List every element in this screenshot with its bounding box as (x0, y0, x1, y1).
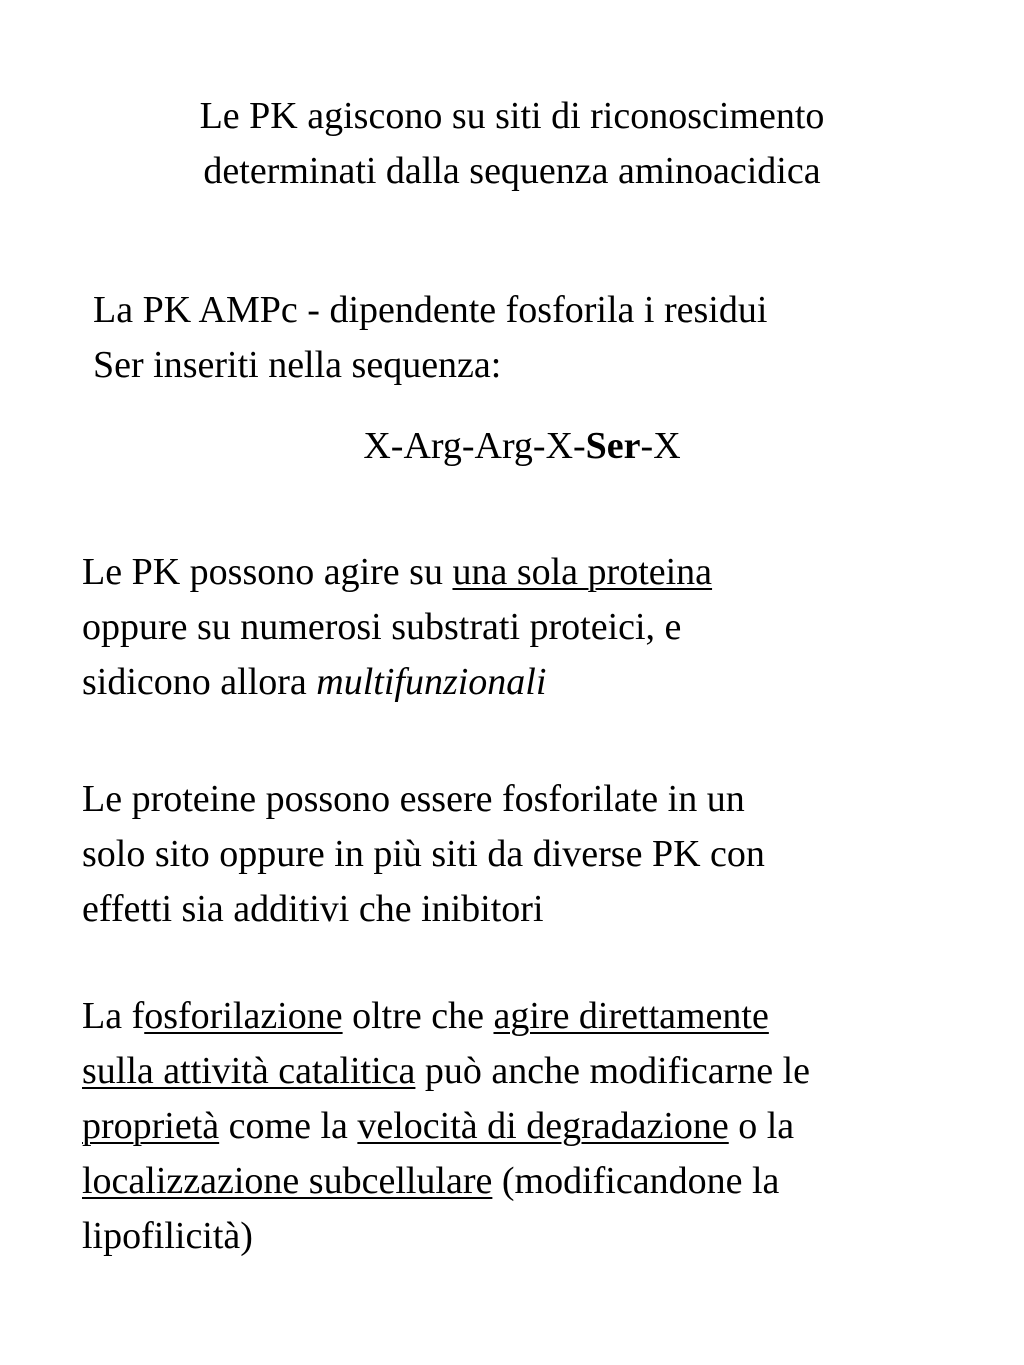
paragraph-effects-line-3 (82, 1099, 810, 1154)
paragraph-effects-line-2 (82, 1044, 810, 1099)
sequence-prefix: X-Arg-Arg-X- (363, 425, 586, 467)
slide-title (0, 89, 1024, 199)
paragraph-effects-line-5: lipofilicità) (82, 1215, 253, 1257)
paragraph-pk-ampc (93, 283, 767, 393)
paragraph-multifunctional-line-3 (82, 655, 712, 710)
line-text: La f (82, 995, 145, 1037)
paragraph-multifunctional-line-1 (82, 545, 712, 600)
paragraph-phosphorylation-effects (82, 989, 810, 1264)
underlined-localizzazione-subcellulare: localizzazione subcellulare (82, 1160, 493, 1202)
line-text: come la (219, 1105, 358, 1147)
title-line-2: determinati dalla sequenza aminoacidica (203, 150, 821, 192)
paragraph-sites-line-1: Le proteine possono essere fosforilate in un (82, 778, 745, 820)
paragraph-sites-line-2: solo sito oppure in più siti da diverse PK con (82, 833, 765, 875)
underlined-velocita-degradazione: velocità di degradazione (357, 1105, 729, 1147)
consensus-sequence (0, 419, 1024, 474)
line-text: o la (728, 1105, 795, 1147)
paragraph-pk-ampc-line-2: Ser inseriti nella sequenza: (93, 344, 502, 386)
underlined-agire-direttamente: agire direttamente (493, 995, 769, 1037)
sequence-suffix: -X (640, 425, 681, 467)
paragraph-multifunctional (82, 545, 712, 710)
title-line-1: Le PK agiscono su siti di riconoscimento (199, 95, 825, 137)
underlined-single-protein: una sola proteina (452, 551, 713, 593)
italic-multifunzionali: multifunzionali (316, 661, 547, 703)
line-text: può anche modificarne le (415, 1050, 811, 1092)
paragraph-phosphorylation-sites (82, 772, 765, 937)
sequence-ser-bold: Ser (585, 425, 641, 467)
paragraph-sites-line-3: effetti sia additivi che inibitori (82, 888, 544, 930)
line-text: oltre che (342, 995, 494, 1037)
line-text: (modificandone la (492, 1160, 780, 1202)
paragraph-effects-line-1 (82, 989, 810, 1044)
underlined-proprieta: proprietà (82, 1105, 220, 1147)
paragraph-pk-ampc-line-1: La PK AMPc - dipendente fosforila i residui (93, 289, 768, 331)
line-text: sidicono allora (82, 661, 317, 703)
line-text: Le PK possono agire su (82, 551, 453, 593)
underlined-attivita-catalitica: sulla attività catalitica (82, 1050, 416, 1092)
paragraph-multifunctional-line-2: oppure su numerosi substrati proteici, e (82, 606, 682, 648)
underlined-fosforilazione: osforilazione (144, 995, 343, 1037)
paragraph-effects-line-4 (82, 1154, 810, 1209)
